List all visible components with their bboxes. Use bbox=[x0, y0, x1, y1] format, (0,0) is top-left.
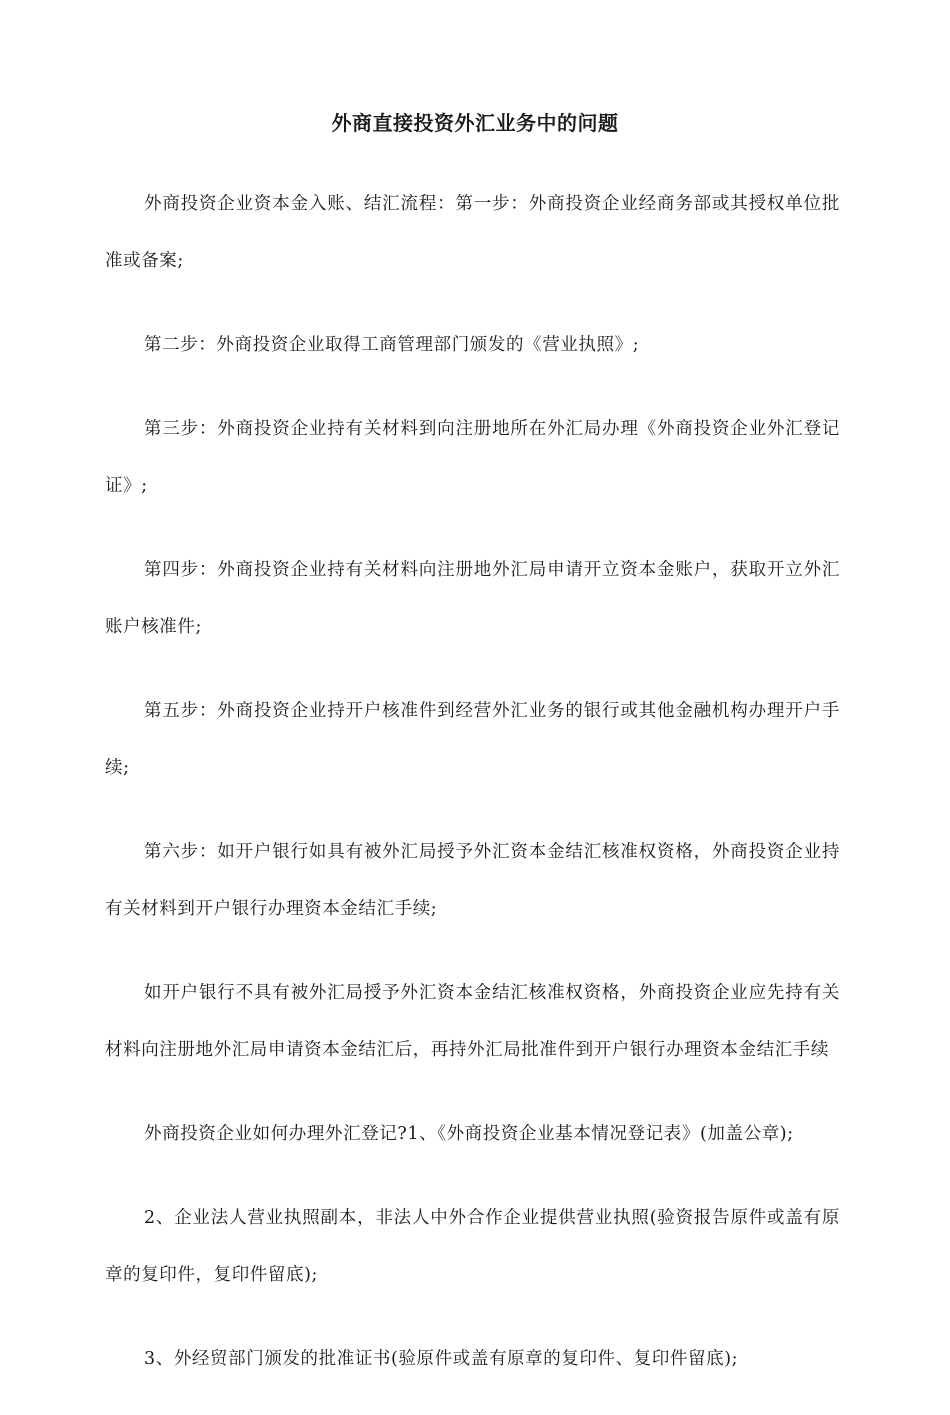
paragraph-step-three: 第三步：外商投资企业持有关材料到向注册地所在外汇局办理《外商投资企业外汇登记证》; bbox=[105, 419, 840, 496]
paragraph-step-two: 第二步：外商投资企业取得工商管理部门颁发的《营业执照》; bbox=[144, 335, 640, 355]
paragraph-step-five: 第五步：外商投资企业持开户核准件到经营外汇业务的银行或其他金融机构办理开户手续; bbox=[105, 701, 840, 778]
paragraph-step-four: 第四步：外商投资企业持有关材料向注册地外汇局申请开立资本金账户，获取开立外汇账户核准件; bbox=[105, 560, 840, 637]
document-body bbox=[105, 176, 840, 1415]
paragraph-registration-item-2: 2、企业法人营业执照副本，非法人中外合作企业提供营业执照(验资报告原件或盖有原章的复印件，复印件留底); bbox=[105, 1208, 840, 1285]
document-title: 外商直接投资外汇业务中的问题 bbox=[331, 111, 619, 135]
paragraph-step-one: 外商投资企业资本金入账、结汇流程：第一步：外商投资企业经商务部或其授权单位批准或备案; bbox=[105, 194, 840, 271]
paragraph-registration-item-1: 外商投资企业如何办理外汇登记?1、《外商投资企业基本情况登记表》(加盖公章); bbox=[144, 1124, 794, 1144]
paragraph-step-six: 第六步：如开户银行如具有被外汇局授予外汇资本金结汇核准权资格，外商投资企业持有关材料到开户银行办理资本金结汇手续; bbox=[105, 842, 840, 919]
paragraph-alternative: 如开户银行不具有被外汇局授予外汇资本金结汇核准权资格，外商投资企业应先持有关材料向注册地外汇局申请资本金结汇后，再持外汇局批准件到开户银行办理资本金结汇手续 bbox=[105, 983, 840, 1060]
paragraph-registration-item-3: 3、外经贸部门颁发的批准证书(验原件或盖有原章的复印件、复印件留底); bbox=[144, 1349, 739, 1369]
